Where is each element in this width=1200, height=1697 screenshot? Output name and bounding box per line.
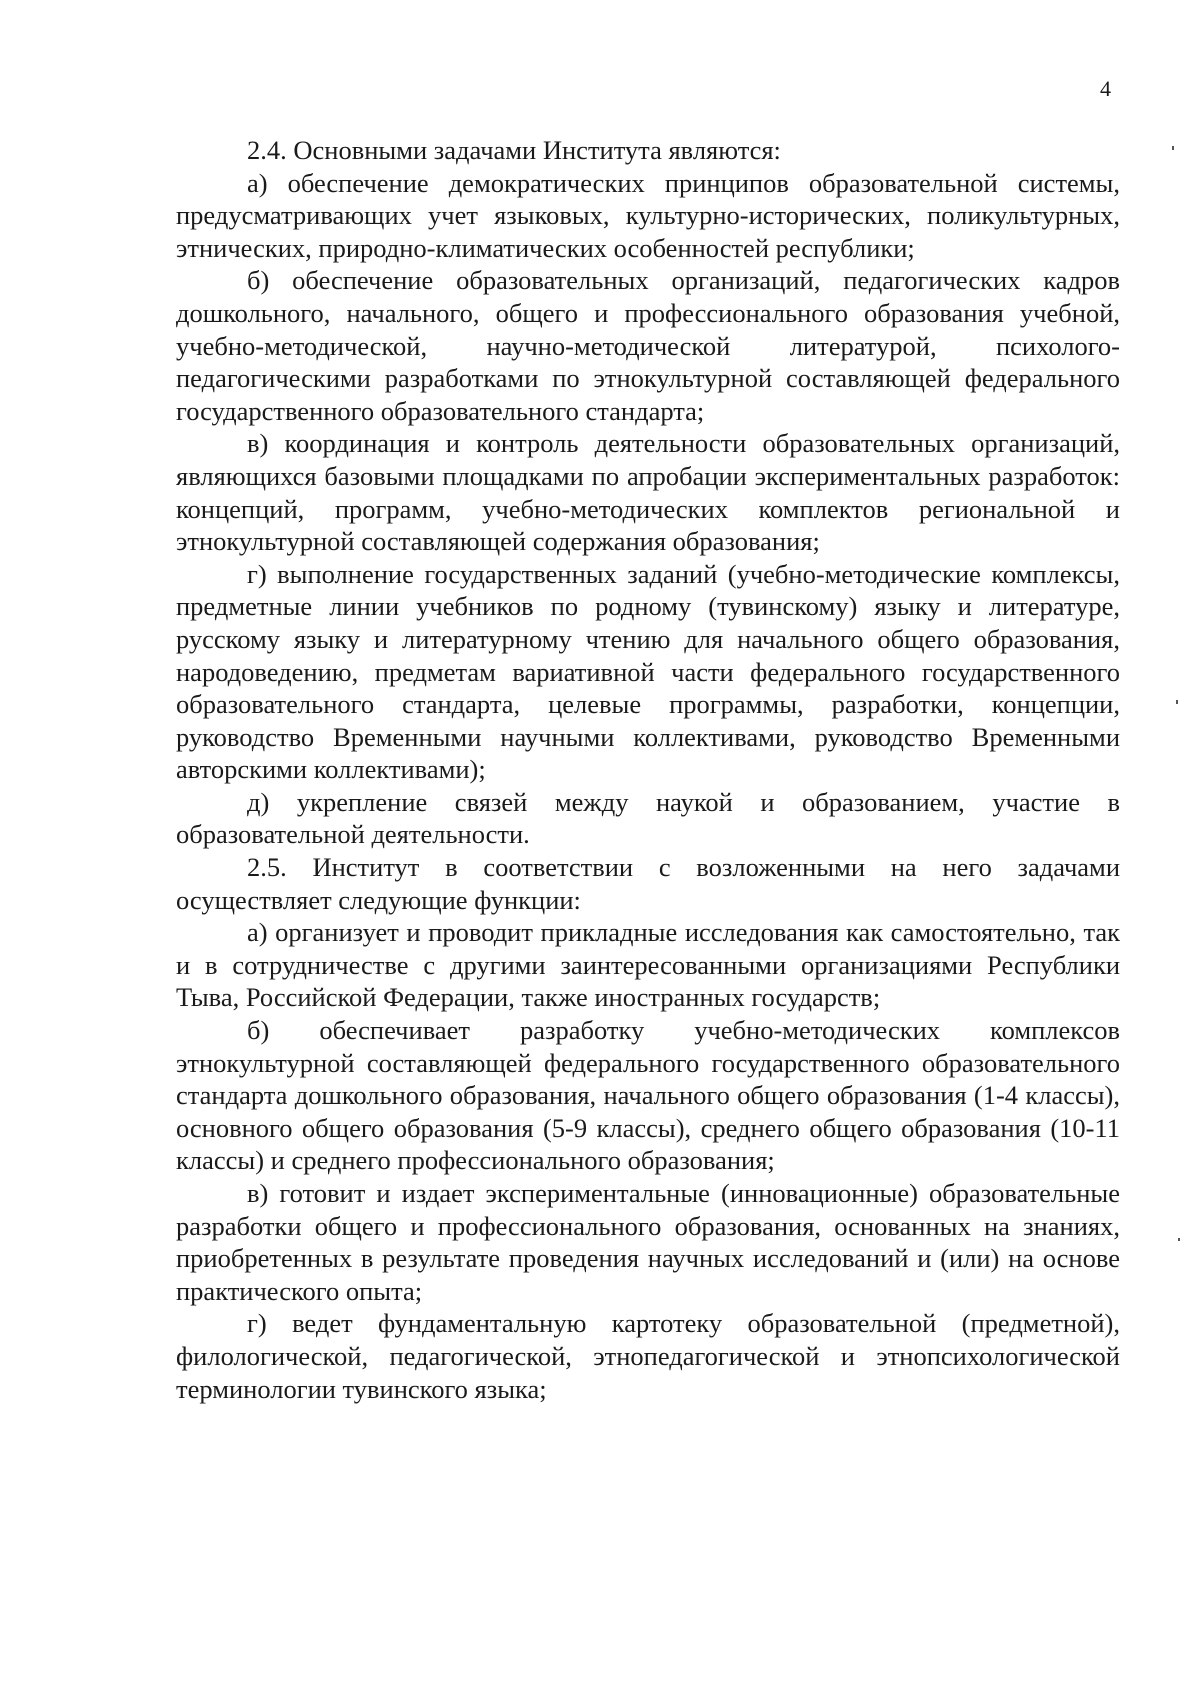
paragraph-task-d: д) укрепление связей между наукой и образованием, участие в образовательной деятельности. — [176, 786, 1120, 850]
paragraph-task-g: г) выполнение государственных заданий (учебно-методические комплексы, предметные линии учебников по родному (тувинскому) языку и литературе, русскому языку и литературному чтению для начального общего образования, народоведению, предметам вариативной части федерального государственного образовательного стандарта, целевые программы, разработки, концепции, руководство Временными научными коллективами, руководство Временными авторскими коллективами); — [176, 558, 1120, 785]
paragraph-function-a: а) организует и проводит прикладные исследования как самостоятельно, так и в сотрудничестве с другими заинтересованными организациями Республики Тыва, Российской Федерации, также иностранных государств; — [176, 917, 1120, 1013]
paragraph-function-g: г) ведет фундаментальную картотеку образовательной (предметной), филологической, педагогической, этнопедагогической и этнопсихологической терминологии тувинского языка; — [176, 1308, 1120, 1404]
paragraph-task-b: б) обеспечение образовательных организаций, педагогических кадров дошкольного, начального, общего и профессионального образования учебной, учебно-методической, научно-методической литературой, психолого-педагогическими разработками по этнокультурной составляющей федерального государственного образовательного стандарта; — [176, 265, 1120, 426]
paragraph-task-a: а) обеспечение демократических принципов образовательной системы, предусматривающих учет языковых, культурно-исторических, поликультурных, этнических, природно-климатических особенностей республики; — [176, 167, 1120, 263]
scan-speck — [1178, 1238, 1180, 1241]
paragraph-function-v: в) готовит и издает экспериментальные (инновационные) образовательные разработки общего и профессионального образования, основанных на знаниях, приобретенных в результате проведения научных исследований и (или) на основе практического опыта; — [176, 1178, 1120, 1306]
paragraph-task-v: в) координация и контроль деятельности образовательных организаций, являющихся базовыми площадками по апробации экспериментальных разработок: концепций, программ, учебно-методических комплектов региональной и этнокультурной составляющей содержания образования; — [176, 428, 1120, 557]
page-number: 4 — [1100, 76, 1111, 101]
paragraph-2-5-heading: 2.5. Институт в соответствии с возложенными на него задачами осуществляет следующие функции: — [176, 852, 1120, 915]
document-body — [176, 134, 1120, 1405]
scan-speck — [1176, 700, 1178, 704]
paragraph-2-4-heading: 2.4. Основными задачами Института являются: — [247, 135, 781, 165]
paragraph-function-b: б) обеспечивает разработку учебно-методических комплексов этнокультурной составляющей федерального государственного образовательного стандарта дошкольного образования, начального общего образования (1-4 классы), основного общего образования (5-9 классы), среднего общего образования (10-11 классы) и среднего профессионального образования; — [176, 1015, 1120, 1176]
scan-speck — [1172, 146, 1174, 150]
